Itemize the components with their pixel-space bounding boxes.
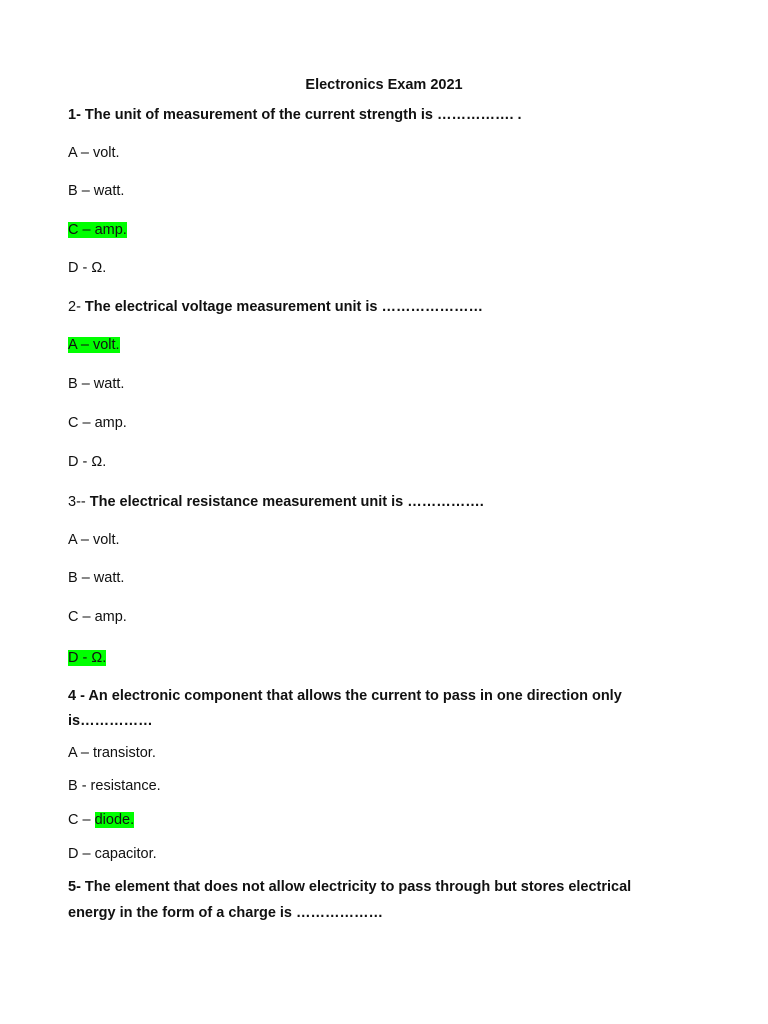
q3-option-d-highlighted: D - Ω. bbox=[68, 650, 107, 666]
q1-option-a: A – volt. bbox=[68, 145, 120, 161]
q2-option-b: B – watt. bbox=[68, 376, 125, 392]
question-5-number: 5- bbox=[68, 879, 85, 895]
question-1-text: The unit of measurement of the current strength is ……………. . bbox=[84, 107, 522, 123]
question-1 bbox=[68, 105, 522, 125]
question-3-text: The electrical resistance measurement unit is ……………. bbox=[89, 494, 484, 510]
question-4 bbox=[68, 686, 622, 706]
q4-option-a: A – transistor. bbox=[68, 745, 156, 761]
q2-option-c: C – amp. bbox=[68, 415, 127, 431]
q4-option-b: B - resistance. bbox=[68, 778, 161, 794]
question-2-number: 2- bbox=[68, 299, 85, 315]
q2-option-a-highlighted: A – volt. bbox=[68, 337, 120, 353]
q4-option-c bbox=[68, 810, 134, 830]
question-1-number: 1- bbox=[68, 107, 85, 123]
q4-option-c-answer-highlighted: diode. bbox=[94, 812, 135, 828]
question-5-text-line2: energy in the form of a charge is ……………… bbox=[68, 905, 384, 921]
q2-option-d: D - Ω. bbox=[68, 454, 107, 470]
q1-option-b: B – watt. bbox=[68, 183, 125, 199]
question-4-text-line1: An electronic component that allows the current to pass in one direction only bbox=[88, 688, 622, 704]
q3-option-a: A – volt. bbox=[68, 532, 120, 548]
q1-option-c-highlighted: C – amp. bbox=[68, 222, 127, 238]
question-4-text-line2: is…………… bbox=[68, 713, 153, 729]
q4-option-c-prefix: C – bbox=[68, 812, 95, 828]
question-3 bbox=[68, 492, 484, 512]
question-3-number: 3-- bbox=[68, 494, 90, 510]
q4-option-d: D – capacitor. bbox=[68, 846, 157, 862]
question-5-text-line1: The element that does not allow electricity to pass through but stores electrical bbox=[84, 879, 632, 895]
question-2 bbox=[68, 297, 483, 317]
question-2-text: The electrical voltage measurement unit is ………………… bbox=[84, 299, 483, 315]
q1-option-d: D - Ω. bbox=[68, 260, 107, 276]
q3-option-b: B – watt. bbox=[68, 570, 125, 586]
exam-title: Electronics Exam 2021 bbox=[305, 77, 463, 93]
question-4-number: 4 - bbox=[68, 688, 89, 704]
q3-option-c: C – amp. bbox=[68, 609, 127, 625]
question-5 bbox=[68, 877, 631, 897]
